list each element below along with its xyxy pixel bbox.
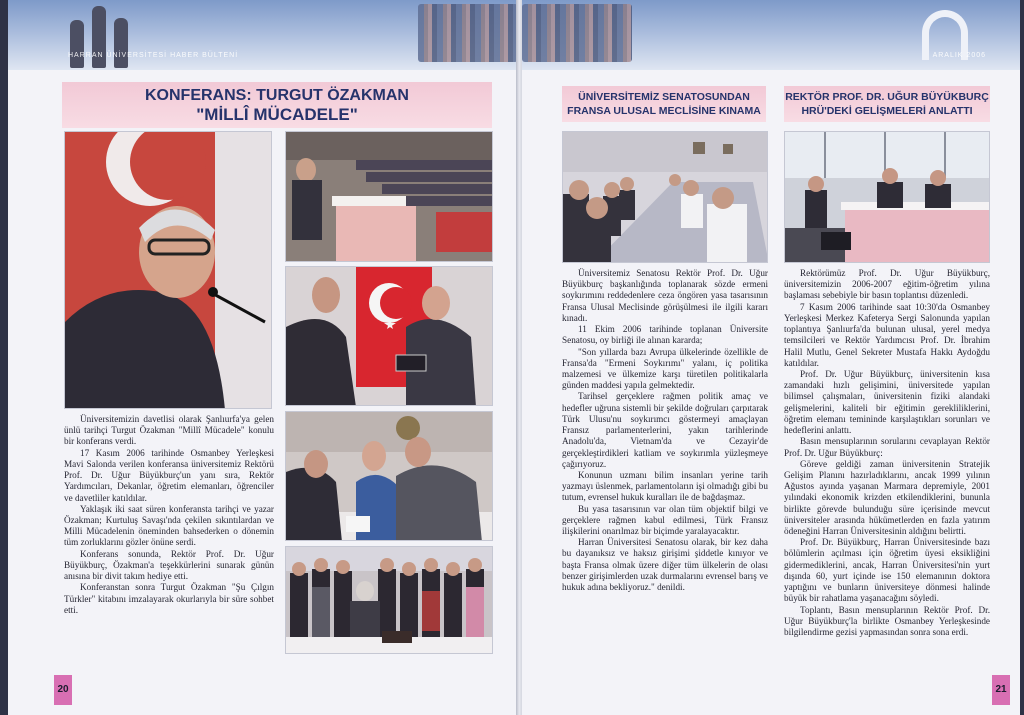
crowd-photo — [522, 4, 632, 62]
paragraph: Üniversitemizin davetlisi olarak Şanlıurfa'ya gelen ünlü tarihçi Turgut Özakman "Millî Mücadele" konulu bir konferans verdi. — [64, 414, 274, 447]
paragraph: Rektörümüz Prof. Dr. Uğur Büyükburç, üniversitemizin 2006-2007 eğitim-öğretim yılına başlaması sebebiyle bir basın toplantısı düzenledi. — [784, 268, 990, 301]
paragraph: Yaklaşık iki saat süren konferansta tarihçi ve yazar Özakman; Kurtuluş Savaşı'nda çekilen sıkıntılardan ve Milli Mücadelenin öneminden bahsederken o dönemin tüm zorluklarını gözler önüne serdi. — [64, 503, 274, 548]
audience-photo — [285, 131, 493, 262]
paragraph: Göreve geldiği zaman üniversitenin Stratejik Gelişim Planını hazırladıklarını, ancak 1999 yılının Ağustos ayında yaşanan Marmara depremiyle, 2001 yılındaki ekonomik krizden etkilendiklerini, bununla birlikte görevde bulunduğu süre içerisinde mevcut üniversiteler arasında hükümetlerden en fazla yatırım ödeneğini Harran Üniversitesinin aldığını belirtti. — [784, 458, 990, 537]
header-band — [522, 0, 1020, 70]
title-line-2: HRÜ'DEKİ GELİŞMELERİ ANLATTI — [801, 105, 973, 117]
page-number: 20 — [54, 675, 72, 705]
band-text: HARRAN ÜNİVERSİTESİ HABER BÜLTENİ — [68, 52, 239, 59]
article-title — [784, 86, 990, 122]
paragraph: Toplantı, Basın mensuplarının Rektör Prof. Dr. Uğur Büyükburç'la birlikte Osmanbey Yerleşkesinde bilgilendirme gezisi yapmasından sonra sona erdi. — [784, 604, 990, 637]
senate-meeting-photo — [562, 131, 768, 263]
paragraph: Basın mensuplarının sorularını cevaplayan Rektör Prof. Dr. Uğur Büyükburç: — [784, 436, 990, 458]
title-line-1: ÜNİVERSİTEMİZ SENATOSUNDAN — [578, 91, 750, 103]
page-number: 21 — [992, 675, 1010, 705]
article-body — [784, 268, 990, 638]
paragraph: Üniversitemiz Senatosu Rektör Prof. Dr. Uğur Büyükburç başkanlığında toplanarak sözde ermeni soykırımını reddedenlere ceza öngören yasa tasarısının Fransa Ulusal Meclisinde görüşülmesi ile ilgili kararı kınadı. — [562, 268, 768, 323]
article-title — [562, 86, 766, 122]
speaker-photo — [64, 131, 272, 409]
right-page — [522, 0, 1020, 715]
paragraph: Konunun uzmanı bilim insanları yerine tarih yazmayı üslenmek, parlamentoların işi olmadığı gibi bu tutum, evrensel hukuk kuralları ile de bağdaşmaz. — [562, 469, 768, 503]
paragraph: "Son yıllarda bazı Avrupa ülkelerinde özellikle de Fransa'da "Ermeni Soykırımı" yalanı, iç politika malzemesi ve ülkemize karşı türetilen politikalarla günden maddesi yapıla gelmektedir. — [562, 346, 768, 391]
title-line-2: "MİLLÎ MÜCADELE" — [196, 105, 358, 124]
paragraph: Tarihsel gerçeklere rağmen politik amaç ve hedefler uğruna sistemli bir şekilde doğruları çarpıtarak Türk Ulusu'nu soykırımcı göstermeyi amaçlayan Fransız parlamenterlerini, yakın tarihlerinde Anadolu'da, Vietnam'da ve Cezayir'de gerçekleştirdikleri katliam ve soykırımla yüzleşmeye çağırıyoruz. — [562, 391, 768, 469]
band-text: ARALIK 2006 — [932, 52, 986, 59]
press-meeting-photo — [784, 131, 990, 263]
paragraph: Prof. Dr. Büyükburç, Harran Üniversitesinde bazı bölümlerin açılması için öğretim üyesi eksikliğini gidermediklerini, ancak, Harran Üniversitesi'nin yurt dışında 60, yurt içinde ise 150 elemanının doktora yaptığını ve bunların üniversiteye dönmesi halinde büyük bir rahatlama yaşanacağını söyledi. — [784, 537, 990, 604]
paragraph: Konferanstan sonra Turgut Özakman "Şu Çılgın Türkler" kitabını imzalayarak okurlarıyla bir süre sohbet etti. — [64, 582, 274, 615]
crowd-photo — [418, 4, 518, 62]
paragraph: 17 Kasım 2006 tarihinde Osmanbey Yerleşkesi Mavi Salonda verilen konferansa üniversitemiz Rektörü Prof. Dr. Uğur Büyükburç'un yanı sıra, Rektör Yardımcıları, Dekanlar, öğretim elemanları, öğrenciler ve davetliler katıldılar. — [64, 447, 274, 503]
title-line-2: FRANSA ULUSAL MECLİSİNE KINAMA — [567, 105, 761, 117]
paragraph: Bu yasa tasarısının var olan tüm objektif bilgi ve gerçeklere rağmen kabul edilmesi, Türk Fransız ilişkilerini onarılmaz bir biçimde yaralayacaktır. — [562, 503, 768, 537]
left-page — [8, 0, 518, 715]
award-photo — [285, 266, 493, 406]
paragraph: Prof. Dr. Uğur Büyükburç, üniversitenin kısa zamandaki hızlı gelişimini, üniversitede yapılan bilimsel çalışmaları, üniversitenin fiziki alandaki gelişmelerini, kaliteli bir eğitimin gerekliliklerini, öğretim elemanı temininde karşılaştıkları sorunları ve hedeflerini anlattı. — [784, 368, 990, 436]
article-body — [64, 414, 274, 616]
header-band — [8, 0, 518, 70]
paragraph: Konferans sonunda, Rektör Prof. Dr. Uğur Büyükburç, Özakman'a teşekkürlerini sunarak günün anısına bir divit takım hediye etti. — [64, 548, 274, 582]
group-photo — [285, 546, 493, 654]
signing-photo — [285, 411, 493, 541]
paragraph: Harran Üniversitesi Senatosu olarak, bir kez daha bu dayanıksız ve haksız girişimi şiddetle kınıyor ve başta Fransa olmak üzere diğer tüm ülkelerin de olası benzer girişimlerden uzak durmalarını evrensel barış ve hukuk adına bekliyoruz." denildi. — [562, 537, 768, 593]
article-body — [562, 268, 768, 593]
article-title — [62, 82, 492, 128]
paragraph: 11 Ekim 2006 tarihinde toplanan Üniversite Senatosu, oy birliği ile alınan kararda; — [562, 324, 768, 346]
title-line-1: KONFERANS: TURGUT ÖZAKMAN — [145, 87, 409, 104]
paragraph: 7 Kasım 2006 tarihinde saat 10:30'da Osmanbey Yerleşkesi Merkez Kafeterya Sergi Salonunda yapılan toplantıya Şanlıurfa'da bulunan ulusal, yerel medya temsilcileri ve Rektör Yardımcısı Prof. Dr. İbrahim Halil Mutlu, Genel Sekreter Mustafa Hakkı Aydoğdu katıldılar. — [784, 301, 990, 368]
title-line-1: REKTÖR PROF. DR. UĞUR BÜYÜKBURÇ — [785, 91, 989, 103]
